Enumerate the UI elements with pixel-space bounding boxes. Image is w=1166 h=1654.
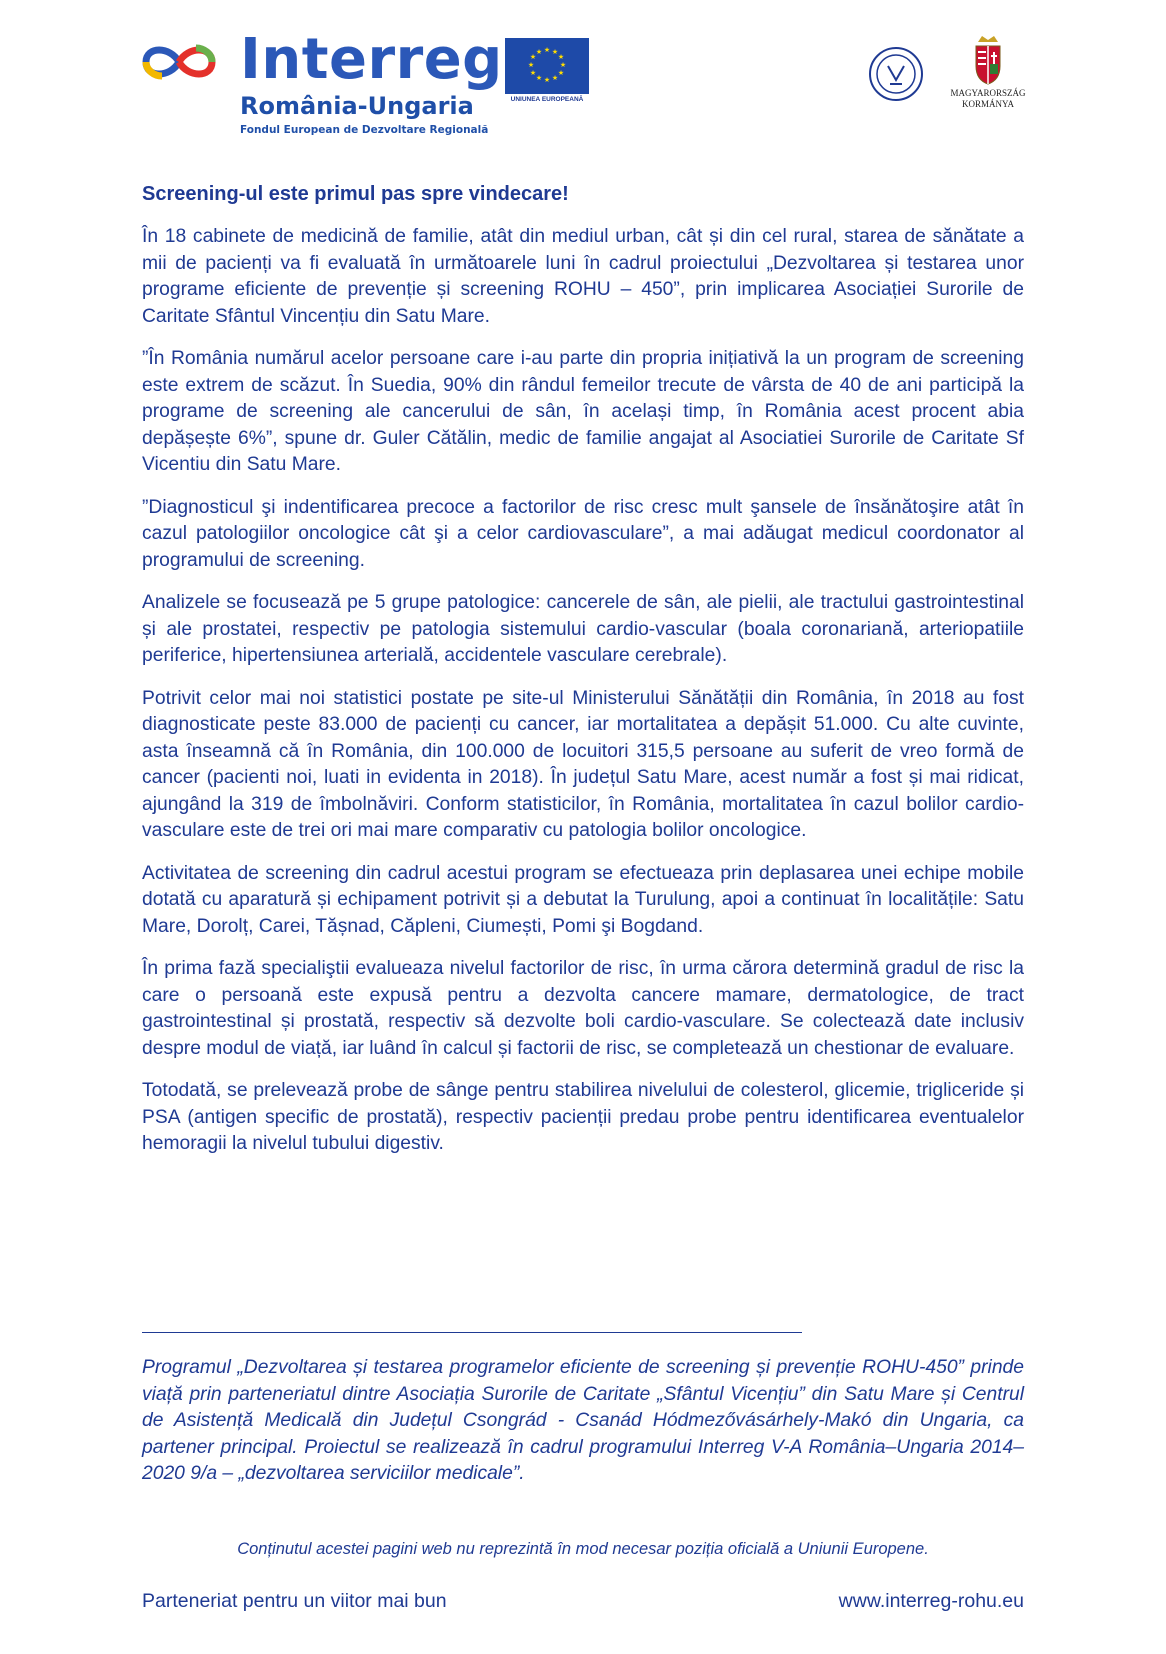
project-footnote: Programul „Dezvoltarea și testarea programelor eficiente de screening și prevenție ROHU-450” prinde viață prin parteneriatul dintre Asociația Surorile de Caritate „Sfântul Vicențiu” din Satu Mare și Centrul de Asistență Medicală din Județul Csongrád - Csanád Hódmezővásárhely-Makó din Ungaria, ca partener principal. Proiectul se realizează în cadrul programului Interreg V-A România–Ungaria 2014–2020 9/a – „dezvoltarea serviciilor medicale”.: [142, 1357, 1024, 1484]
article-content: [142, 183, 1024, 1174]
svg-text:★: ★: [543, 76, 551, 84]
page-header: [0, 0, 1166, 160]
article-paragraph: În 18 cabinete de medicină de familie, atât din mediul urban, cât și din cel rural, starea de sănătate a mii de pacienți va fi evaluată în următoarele luni în cadrul proiectului „Dezvoltarea și testarea unor programe eficiente de prevenție și screening ROHU – 450”, prin implicarea Asociației Surorile de Caritate Sfântul Vincențiu din Satu Mare.: [142, 226, 1024, 327]
svg-text:★: ★: [559, 61, 567, 69]
article-title: Screening-ul este primul pas spre vindecare!: [142, 183, 569, 205]
eu-disclaimer: Conținutul acestei pagini web nu reprezintă în mod necesar poziția oficială a Uniunii Europene.: [237, 1540, 929, 1558]
svg-text:★: ★: [535, 48, 543, 56]
footer-slogan: Parteneriat pentru un viitor mai bun: [142, 1590, 447, 1612]
article-paragraph: Analizele se focusează pe 5 grupe patologice: cancerele de sân, ale pielii, ale tractului gastrointestinal și ale prostatei, respectiv pe patologia sistemului cardio-vascular (boala coronariană, arteriopatiile periferice, hipertensiunea arterială, accidentele vasculare cerebrale).: [142, 592, 1024, 666]
article-paragraph: Activitatea de screening din cadrul acestui program se efectueaza prin deplasarea unei echipe mobile dotată cu aparatură și echipament potrivit și a debutat la Turulung, apoi a continuat în localitățile: Satu Mare, Dorolț, Carei, Tășnad, Căpleni, Ciumești, Pomi şi Bogdand.: [142, 862, 1024, 937]
article-paragraph: ”În România numărul acelor persoane care i-au parte din propria inițiativă la un program de screening este extrem de scăzut. În Suedia, 90% din rândul femeilor trecute de vârsta de 40 de ani participă la programe de screening ale cancerului de sân, în același timp, în România acest procent abia depășește 6%”, spune dr. Guler Cătălin, medic de familie angajat al Asociatiei Surorile de Caritate Sf Vicentiu din Satu Mare.: [142, 348, 1024, 475]
svg-text:★: ★: [529, 69, 537, 77]
interreg-infinity-logo-icon: [140, 40, 218, 84]
brand-fund: Fondul European de Dezvoltare Regională: [240, 124, 489, 136]
svg-text:★: ★: [535, 74, 543, 82]
svg-text:★: ★: [557, 53, 565, 61]
hu-gov-line2: KORMÁNYA: [961, 99, 1014, 109]
hungary-government-label: [944, 88, 1032, 110]
brand-name: Interreg: [240, 27, 503, 92]
hungary-coat-of-arms-icon: [970, 34, 1006, 86]
svg-text:★: ★: [543, 46, 551, 54]
brand-block: [240, 27, 503, 136]
footnote-divider: [142, 1332, 802, 1333]
article-paragraph: Totodată, se prelevează probe de sânge pentru stabilirea nivelului de colesterol, glicemie, trigliceride și PSA (antigen specific de prostată), respectiv pacienții predau probe pentru identificarea eventualelor hemoragii la nivelul tubului digestiv.: [142, 1080, 1024, 1154]
article-paragraph: ”Diagnosticul şi indentificarea precoce a factorilor de risc cresc mult şansele de însănătoşire atât în cazul patologiilor oncologice cât şi a celor cardiovasculare”, a mai adăugat medicul coordonator al programului de screening.: [142, 496, 1024, 571]
hu-gov-line1: MAGYARORSZÁG: [950, 88, 1026, 98]
footer-website-link[interactable]: www.interreg-rohu.eu: [838, 1590, 1024, 1612]
svg-text:★: ★: [527, 61, 535, 69]
svg-text:★: ★: [551, 48, 559, 56]
article-paragraph: Potrivit celor mai noi statistici postate pe site-ul Ministerului Sănătății din România, în 2018 au fost diagnosticate peste 83.000 de pacienți cu cancer, iar mortalitatea a depășit 51.000. Cu alte cuvinte, asta înseamnă că în România, din 100.000 de locuitori 315,5 persoane au suferit de vreo formă de cancer (pacienti noi, luati in evidenta in 2018). În județul Satu Mare, acest număr a fost și mai ridicat, ajungând la 319 de îmbolnăviri. Conform statisticilor, în România, mortalitatea în cazul bolilor cardio-vasculare este de trei ori mai mare comparativ cu patologia bolilor oncologice.: [142, 687, 1024, 841]
svg-text:★: ★: [557, 69, 565, 77]
eu-flag-icon: [505, 38, 589, 94]
svg-text:★: ★: [529, 53, 537, 61]
brand-region: România-Ungaria: [240, 92, 474, 120]
ministry-seal-icon: [868, 46, 924, 102]
eu-label: UNIUNEA EUROPEANĂ: [510, 96, 584, 103]
article-paragraph: În prima fază specialiştii evalueaza nivelul factorilor de risc, în urma cărora determină gradul de risc la care o persoană este expusă pentru a dezvolta cancere mamare, dermatologice, de tract gastrointestinal și prostată, respectiv să dezvolte boli cardio-vasculare. Se colectează date inclusiv despre modul de viață, iar luând în calcul și factorii de risc, se completează un chestionar de evaluare.: [142, 958, 1024, 1059]
svg-text:★: ★: [551, 74, 559, 82]
